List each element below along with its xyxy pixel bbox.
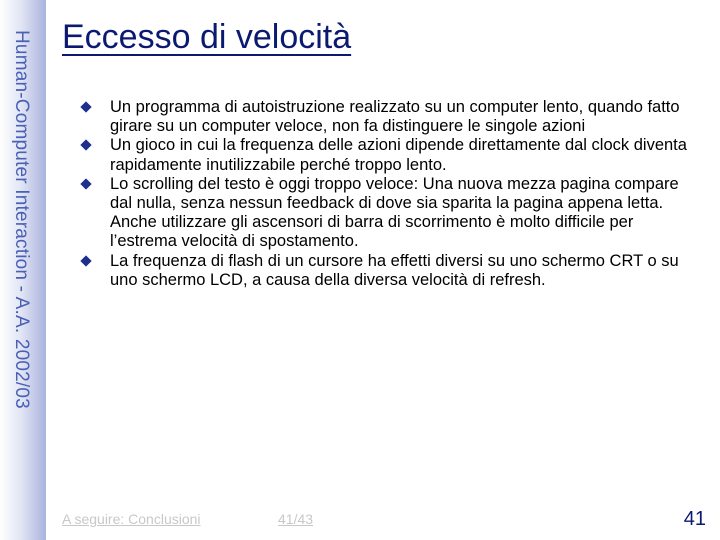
sidebar-band (0, 0, 46, 540)
bullet-text: Lo scrolling del testo è oggi troppo veloce: Una nuova mezza pagina compare dal nulla, senza nessun feedback di dove sia sparita la pagina appena letta. Anche utilizzare gli ascensori di barra di scorrimento è molto difficile per l’estrema velocità di spostamento. (110, 174, 679, 251)
list-item (82, 98, 702, 136)
bullet-text: Un gioco in cui la frequenza delle azioni dipende direttamente dal clock diventa rapidamente inutilizzabile perché troppo lento. (110, 136, 687, 174)
slide-title: Eccesso di velocità (62, 18, 352, 56)
diamond-bullet-icon (80, 140, 91, 151)
page-indicator-link[interactable]: 41/43 (278, 511, 314, 527)
diamond-bullet-icon (80, 178, 91, 189)
list-item (82, 175, 702, 252)
list-item (82, 136, 702, 174)
bullet-text: Un programma di autoistruzione realizzato su un computer lento, quando fatto girare su un computer veloce, non fa distinguere le singole azioni (110, 98, 680, 136)
diamond-bullet-icon (80, 101, 91, 112)
diamond-bullet-icon (80, 255, 91, 266)
bullet-list (82, 98, 702, 290)
next-section-link[interactable]: A seguire: Conclusioni (62, 511, 201, 527)
course-header-text: Human-Computer Interaction - A.A. 2002/03 (11, 30, 32, 409)
bullet-text: La frequenza di flash di un cursore ha effetti diversi su uno schermo CRT o su uno schermo LCD, a causa della diversa velocità di refresh. (110, 251, 679, 289)
slide-number: 41 (683, 508, 706, 530)
list-item (82, 252, 702, 290)
